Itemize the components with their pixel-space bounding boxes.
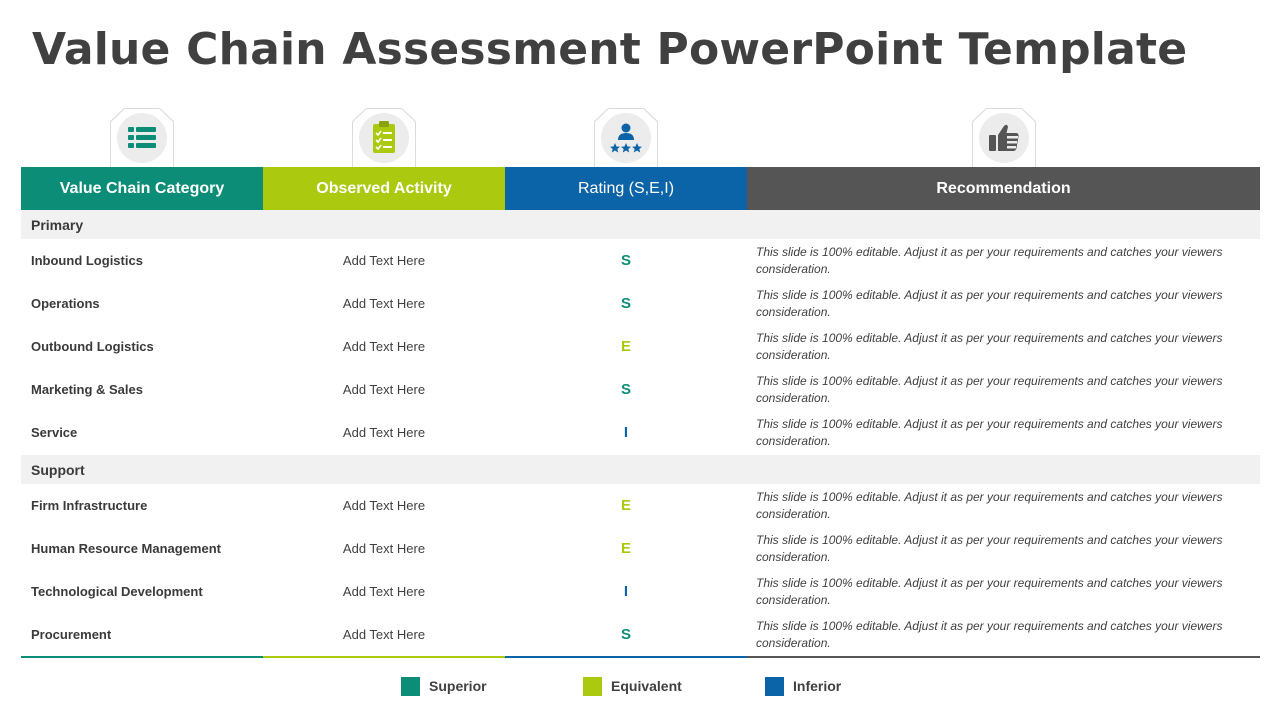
user-rating-stars-icon — [606, 118, 646, 158]
rating-cell: S — [620, 626, 631, 643]
activity-badge — [352, 108, 416, 168]
table-row — [21, 613, 1260, 656]
category-cell: Operations — [31, 296, 100, 311]
category-badge — [110, 108, 174, 168]
rating-cell: E — [620, 540, 631, 557]
activity-cell: Add Text Here — [342, 253, 426, 268]
recommendation-cell: This slide is 100% editable. Adjust it as per your requirements and catches your viewers consideration. — [756, 489, 1223, 521]
category-cell: Procurement — [31, 627, 112, 642]
category-cell: Marketing & Sales — [31, 382, 143, 397]
category-cell: Service — [31, 425, 78, 440]
legend-swatch-superior — [401, 677, 420, 696]
recommendation-cell: This slide is 100% editable. Adjust it as per your requirements and catches your viewers consideration. — [756, 532, 1223, 564]
recommendation-badge — [972, 108, 1036, 168]
legend-superior — [401, 676, 487, 696]
table-row — [21, 527, 1260, 570]
bottom-rule-lime — [263, 656, 505, 658]
header-category: Value Chain Category — [21, 167, 263, 210]
list-icon — [122, 118, 162, 158]
recommendation-cell: This slide is 100% editable. Adjust it as per your requirements and catches your viewers consideration. — [756, 575, 1223, 607]
table-row — [21, 282, 1260, 325]
category-cell: Human Resource Management — [31, 541, 221, 556]
activity-cell: Add Text Here — [342, 498, 426, 513]
slide-title: Value Chain Assessment PowerPoint Template — [32, 24, 1188, 75]
category-cell: Firm Infrastructure — [31, 498, 148, 513]
rating-cell: S — [620, 381, 631, 398]
group-header-support: Support — [21, 455, 1260, 484]
header-recommendation: Recommendation — [747, 167, 1260, 210]
legend-inferior — [765, 676, 841, 696]
legend-swatch-equivalent — [583, 677, 602, 696]
activity-cell: Add Text Here — [342, 541, 426, 556]
table-row — [21, 325, 1260, 368]
activity-cell: Add Text Here — [342, 584, 426, 599]
thumbs-up-icon — [984, 118, 1024, 158]
rating-cell: I — [623, 424, 629, 441]
category-cell: Outbound Logistics — [31, 339, 154, 354]
legend-label: Inferior — [793, 678, 842, 694]
table-row — [21, 411, 1260, 454]
header-rating: Rating (S,E,I) — [505, 167, 747, 210]
recommendation-cell: This slide is 100% editable. Adjust it as per your requirements and catches your viewers consideration. — [756, 416, 1223, 448]
group-header-primary: Primary — [21, 210, 1260, 239]
category-cell: Technological Development — [31, 584, 203, 599]
recommendation-cell: This slide is 100% editable. Adjust it as per your requirements and catches your viewers consideration. — [756, 287, 1223, 319]
table-row — [21, 484, 1260, 527]
legend-swatch-inferior — [765, 677, 784, 696]
header-activity: Observed Activity — [263, 167, 505, 210]
bottom-rule-gray — [747, 656, 1260, 658]
activity-cell: Add Text Here — [342, 627, 426, 642]
clipboard-checklist-icon — [364, 118, 404, 158]
recommendation-cell: This slide is 100% editable. Adjust it as per your requirements and catches your viewers consideration. — [756, 244, 1223, 276]
legend-label: Superior — [429, 678, 487, 694]
bottom-rule-blue — [505, 656, 747, 658]
legend-equivalent — [583, 676, 682, 696]
activity-cell: Add Text Here — [342, 339, 426, 354]
activity-cell: Add Text Here — [342, 382, 426, 397]
recommendation-cell: This slide is 100% editable. Adjust it as per your requirements and catches your viewers consideration. — [756, 373, 1223, 405]
rating-cell: E — [620, 338, 631, 355]
table-row — [21, 570, 1260, 613]
category-cell: Inbound Logistics — [31, 253, 143, 268]
activity-cell: Add Text Here — [342, 296, 426, 311]
activity-cell: Add Text Here — [342, 425, 426, 440]
rating-cell: I — [623, 583, 629, 600]
recommendation-cell: This slide is 100% editable. Adjust it as per your requirements and catches your viewers consideration. — [756, 618, 1223, 650]
rating-cell: E — [620, 497, 631, 514]
bottom-rule-teal — [21, 656, 263, 658]
rating-cell: S — [620, 295, 631, 312]
table-row — [21, 239, 1260, 282]
rating-badge — [594, 108, 658, 168]
table-row — [21, 368, 1260, 411]
rating-cell: S — [620, 252, 631, 269]
legend-label: Equivalent — [611, 678, 682, 694]
recommendation-cell: This slide is 100% editable. Adjust it as per your requirements and catches your viewers consideration. — [756, 330, 1223, 362]
